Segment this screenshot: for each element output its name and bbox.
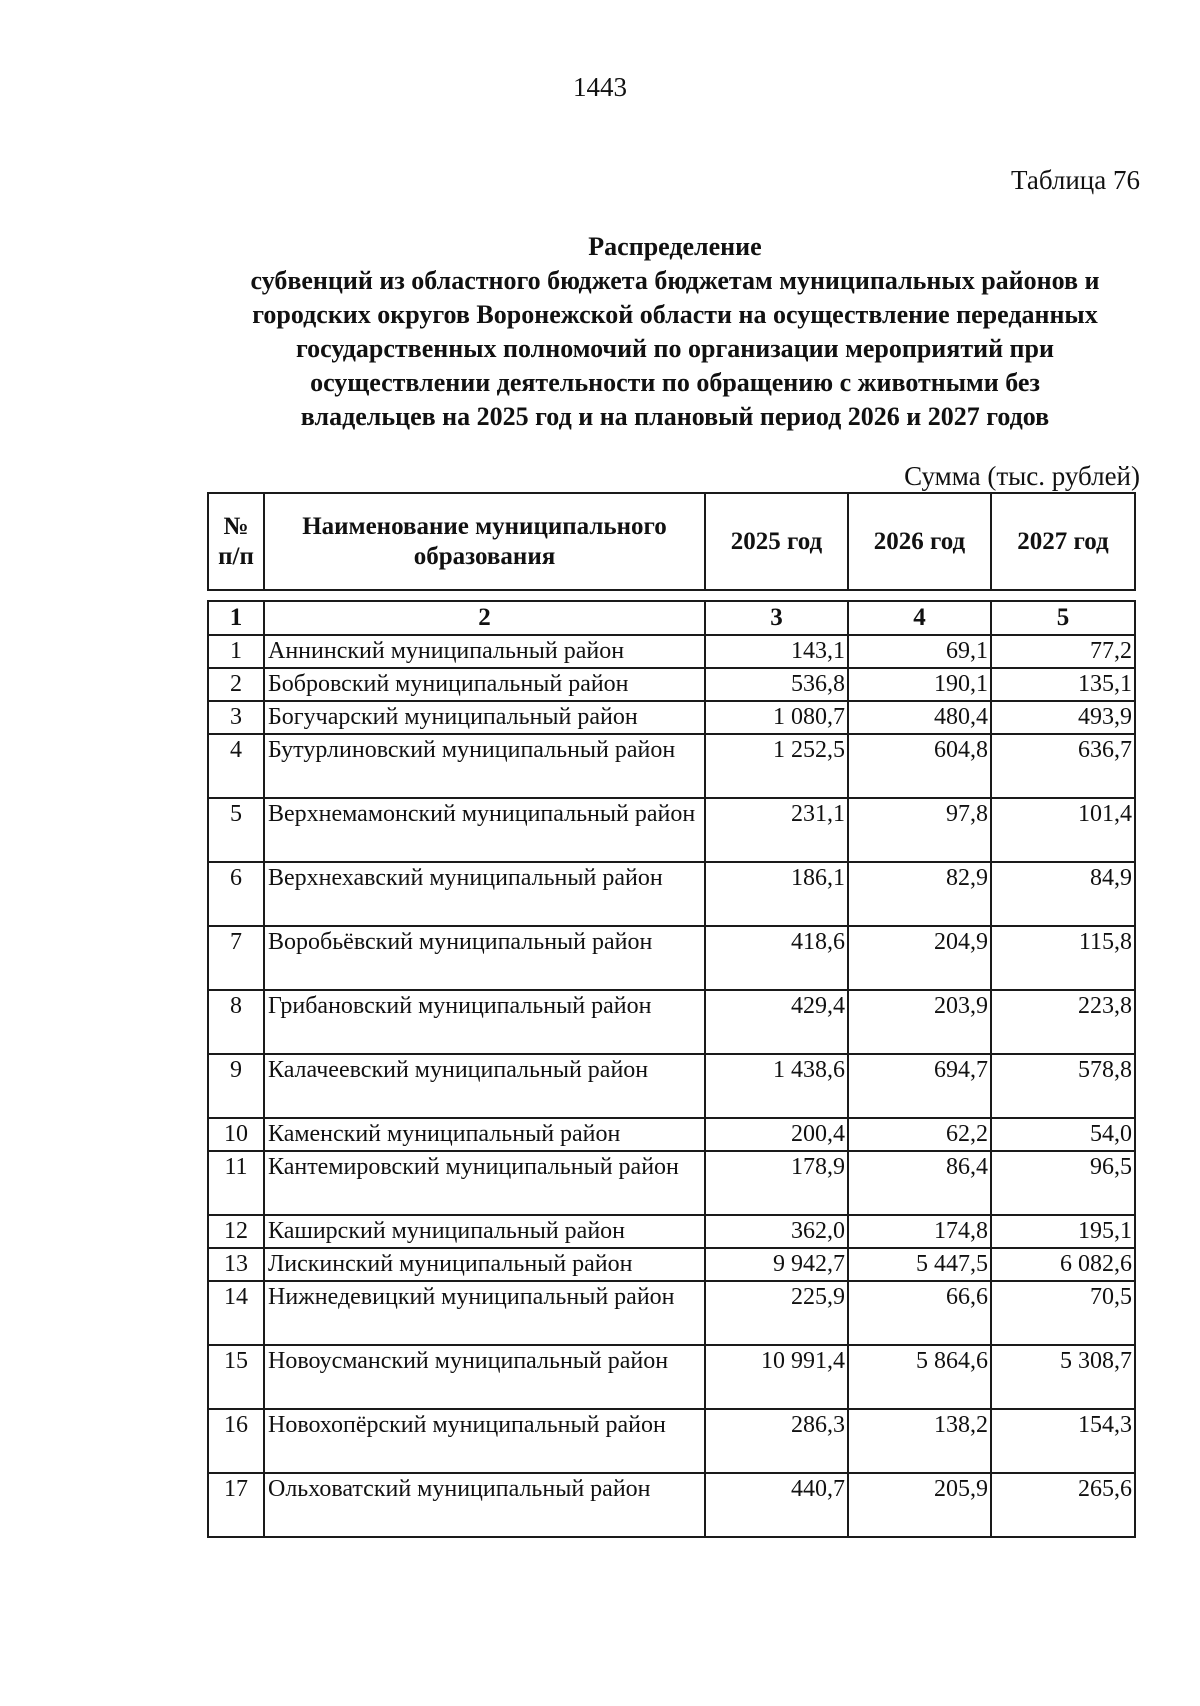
table-row bbox=[208, 1345, 1135, 1409]
row-value-2026: 694,7 bbox=[848, 1054, 991, 1118]
title-line: Распределение bbox=[588, 232, 762, 261]
header-name-line1: Наименование муниципального bbox=[302, 512, 667, 540]
row-number: 4 bbox=[208, 734, 264, 798]
row-number: 17 bbox=[208, 1473, 264, 1537]
row-value-2027: 54,0 bbox=[991, 1118, 1135, 1151]
header-row bbox=[208, 493, 1135, 590]
row-value-2025: 362,0 bbox=[705, 1215, 848, 1248]
data-table bbox=[207, 600, 1136, 1538]
row-name: Лискинский муниципальный район bbox=[264, 1248, 705, 1281]
row-value-2026: 138,2 bbox=[848, 1409, 991, 1473]
column-number-row bbox=[208, 601, 1135, 635]
row-value-2027: 578,8 bbox=[991, 1054, 1135, 1118]
column-number: 5 bbox=[991, 601, 1135, 635]
row-value-2026: 62,2 bbox=[848, 1118, 991, 1151]
table-row bbox=[208, 990, 1135, 1054]
row-number: 12 bbox=[208, 1215, 264, 1248]
row-value-2027: 636,7 bbox=[991, 734, 1135, 798]
row-value-2025: 429,4 bbox=[705, 990, 848, 1054]
row-name: Новоусманский муниципальный район bbox=[264, 1345, 705, 1409]
table-row bbox=[208, 862, 1135, 926]
row-number: 13 bbox=[208, 1248, 264, 1281]
table-row bbox=[208, 1215, 1135, 1248]
table-row bbox=[208, 1473, 1135, 1537]
table-row bbox=[208, 1248, 1135, 1281]
row-number: 14 bbox=[208, 1281, 264, 1345]
row-value-2027: 96,5 bbox=[991, 1151, 1135, 1215]
row-value-2026: 480,4 bbox=[848, 701, 991, 734]
document-title bbox=[195, 230, 1155, 434]
row-number: 7 bbox=[208, 926, 264, 990]
row-number: 2 bbox=[208, 668, 264, 701]
row-value-2027: 195,1 bbox=[991, 1215, 1135, 1248]
title-line: городских округов Воронежской области на осуществление переданных bbox=[252, 300, 1098, 329]
title-line: государственных полномочий по организации мероприятий при bbox=[296, 334, 1054, 363]
title-line: владельцев на 2025 год и на плановый период 2026 и 2027 годов bbox=[300, 402, 1050, 431]
column-number: 4 bbox=[848, 601, 991, 635]
row-value-2026: 5 864,6 bbox=[848, 1345, 991, 1409]
row-value-2026: 604,8 bbox=[848, 734, 991, 798]
row-name: Бобровский муниципальный район bbox=[264, 668, 705, 701]
row-value-2026: 66,6 bbox=[848, 1281, 991, 1345]
row-value-2026: 204,9 bbox=[848, 926, 991, 990]
row-value-2025: 178,9 bbox=[705, 1151, 848, 1215]
row-number: 15 bbox=[208, 1345, 264, 1409]
row-value-2027: 84,9 bbox=[991, 862, 1135, 926]
row-value-2025: 418,6 bbox=[705, 926, 848, 990]
row-number: 3 bbox=[208, 701, 264, 734]
header-num-line1: № bbox=[223, 512, 249, 540]
units-label: Сумма (тыс. рублей) bbox=[904, 461, 1140, 491]
row-value-2026: 205,9 bbox=[848, 1473, 991, 1537]
table-row bbox=[208, 1409, 1135, 1473]
table-row bbox=[208, 798, 1135, 862]
table-row bbox=[208, 734, 1135, 798]
row-name: Калачеевский муниципальный район bbox=[264, 1054, 705, 1118]
table-row bbox=[208, 1054, 1135, 1118]
row-value-2027: 77,2 bbox=[991, 635, 1135, 668]
row-number: 5 bbox=[208, 798, 264, 862]
header-2026: 2026 год bbox=[848, 493, 991, 590]
row-name: Верхнемамонский муниципальный район bbox=[264, 798, 705, 862]
row-value-2025: 186,1 bbox=[705, 862, 848, 926]
row-name: Нижнедевицкий муниципальный район bbox=[264, 1281, 705, 1345]
row-value-2026: 82,9 bbox=[848, 862, 991, 926]
table-row bbox=[208, 668, 1135, 701]
column-number: 2 bbox=[264, 601, 705, 635]
row-value-2025: 1 252,5 bbox=[705, 734, 848, 798]
row-value-2027: 493,9 bbox=[991, 701, 1135, 734]
row-value-2025: 10 991,4 bbox=[705, 1345, 848, 1409]
row-name: Каширский муниципальный район bbox=[264, 1215, 705, 1248]
row-name: Воробьёвский муниципальный район bbox=[264, 926, 705, 990]
title-line: осуществлении деятельности по обращению с животными без bbox=[310, 368, 1040, 397]
header-2025: 2025 год bbox=[705, 493, 848, 590]
table-row bbox=[208, 926, 1135, 990]
row-value-2026: 69,1 bbox=[848, 635, 991, 668]
table-row bbox=[208, 1118, 1135, 1151]
column-number: 3 bbox=[705, 601, 848, 635]
row-value-2025: 1 438,6 bbox=[705, 1054, 848, 1118]
row-value-2025: 225,9 bbox=[705, 1281, 848, 1345]
row-name: Верхнехавский муниципальный район bbox=[264, 862, 705, 926]
row-number: 16 bbox=[208, 1409, 264, 1473]
data-table-body bbox=[208, 601, 1135, 1537]
row-name: Кантемировский муниципальный район bbox=[264, 1151, 705, 1215]
row-value-2025: 440,7 bbox=[705, 1473, 848, 1537]
row-value-2027: 265,6 bbox=[991, 1473, 1135, 1537]
row-value-2026: 174,8 bbox=[848, 1215, 991, 1248]
row-value-2025: 9 942,7 bbox=[705, 1248, 848, 1281]
row-value-2025: 536,8 bbox=[705, 668, 848, 701]
row-value-2026: 5 447,5 bbox=[848, 1248, 991, 1281]
row-name: Каменский муниципальный район bbox=[264, 1118, 705, 1151]
row-name: Ольховатский муниципальный район bbox=[264, 1473, 705, 1537]
row-value-2025: 143,1 bbox=[705, 635, 848, 668]
row-name: Новохопёрский муниципальный район bbox=[264, 1409, 705, 1473]
header-name bbox=[264, 493, 705, 590]
header-name-line2: образования bbox=[413, 542, 556, 570]
row-value-2025: 1 080,7 bbox=[705, 701, 848, 734]
row-name: Аннинский муниципальный район bbox=[264, 635, 705, 668]
header-2027: 2027 год bbox=[991, 493, 1135, 590]
page-number: 1443 bbox=[573, 72, 627, 102]
row-number: 10 bbox=[208, 1118, 264, 1151]
row-value-2027: 223,8 bbox=[991, 990, 1135, 1054]
row-number: 1 bbox=[208, 635, 264, 668]
table-header bbox=[207, 492, 1136, 591]
row-value-2027: 135,1 bbox=[991, 668, 1135, 701]
table-row bbox=[208, 701, 1135, 734]
table-row bbox=[208, 1151, 1135, 1215]
column-number: 1 bbox=[208, 601, 264, 635]
row-value-2026: 86,4 bbox=[848, 1151, 991, 1215]
title-line: субвенций из областного бюджета бюджетам муниципальных районов и bbox=[250, 266, 1100, 295]
row-name: Богучарский муниципальный район bbox=[264, 701, 705, 734]
table-label: Таблица 76 bbox=[1011, 165, 1140, 195]
table-row bbox=[208, 635, 1135, 668]
row-value-2027: 70,5 bbox=[991, 1281, 1135, 1345]
row-number: 11 bbox=[208, 1151, 264, 1215]
row-value-2027: 6 082,6 bbox=[991, 1248, 1135, 1281]
row-value-2026: 203,9 bbox=[848, 990, 991, 1054]
table-row bbox=[208, 1281, 1135, 1345]
row-value-2025: 200,4 bbox=[705, 1118, 848, 1151]
row-name: Грибановский муниципальный район bbox=[264, 990, 705, 1054]
header-num bbox=[208, 493, 264, 590]
row-value-2027: 101,4 bbox=[991, 798, 1135, 862]
row-value-2025: 231,1 bbox=[705, 798, 848, 862]
row-value-2027: 115,8 bbox=[991, 926, 1135, 990]
row-name: Бутурлиновский муниципальный район bbox=[264, 734, 705, 798]
row-number: 6 bbox=[208, 862, 264, 926]
header-num-line2: п/п bbox=[218, 542, 254, 570]
row-number: 9 bbox=[208, 1054, 264, 1118]
row-value-2026: 190,1 bbox=[848, 668, 991, 701]
row-number: 8 bbox=[208, 990, 264, 1054]
row-value-2027: 154,3 bbox=[991, 1409, 1135, 1473]
row-value-2025: 286,3 bbox=[705, 1409, 848, 1473]
row-value-2027: 5 308,7 bbox=[991, 1345, 1135, 1409]
row-value-2026: 97,8 bbox=[848, 798, 991, 862]
